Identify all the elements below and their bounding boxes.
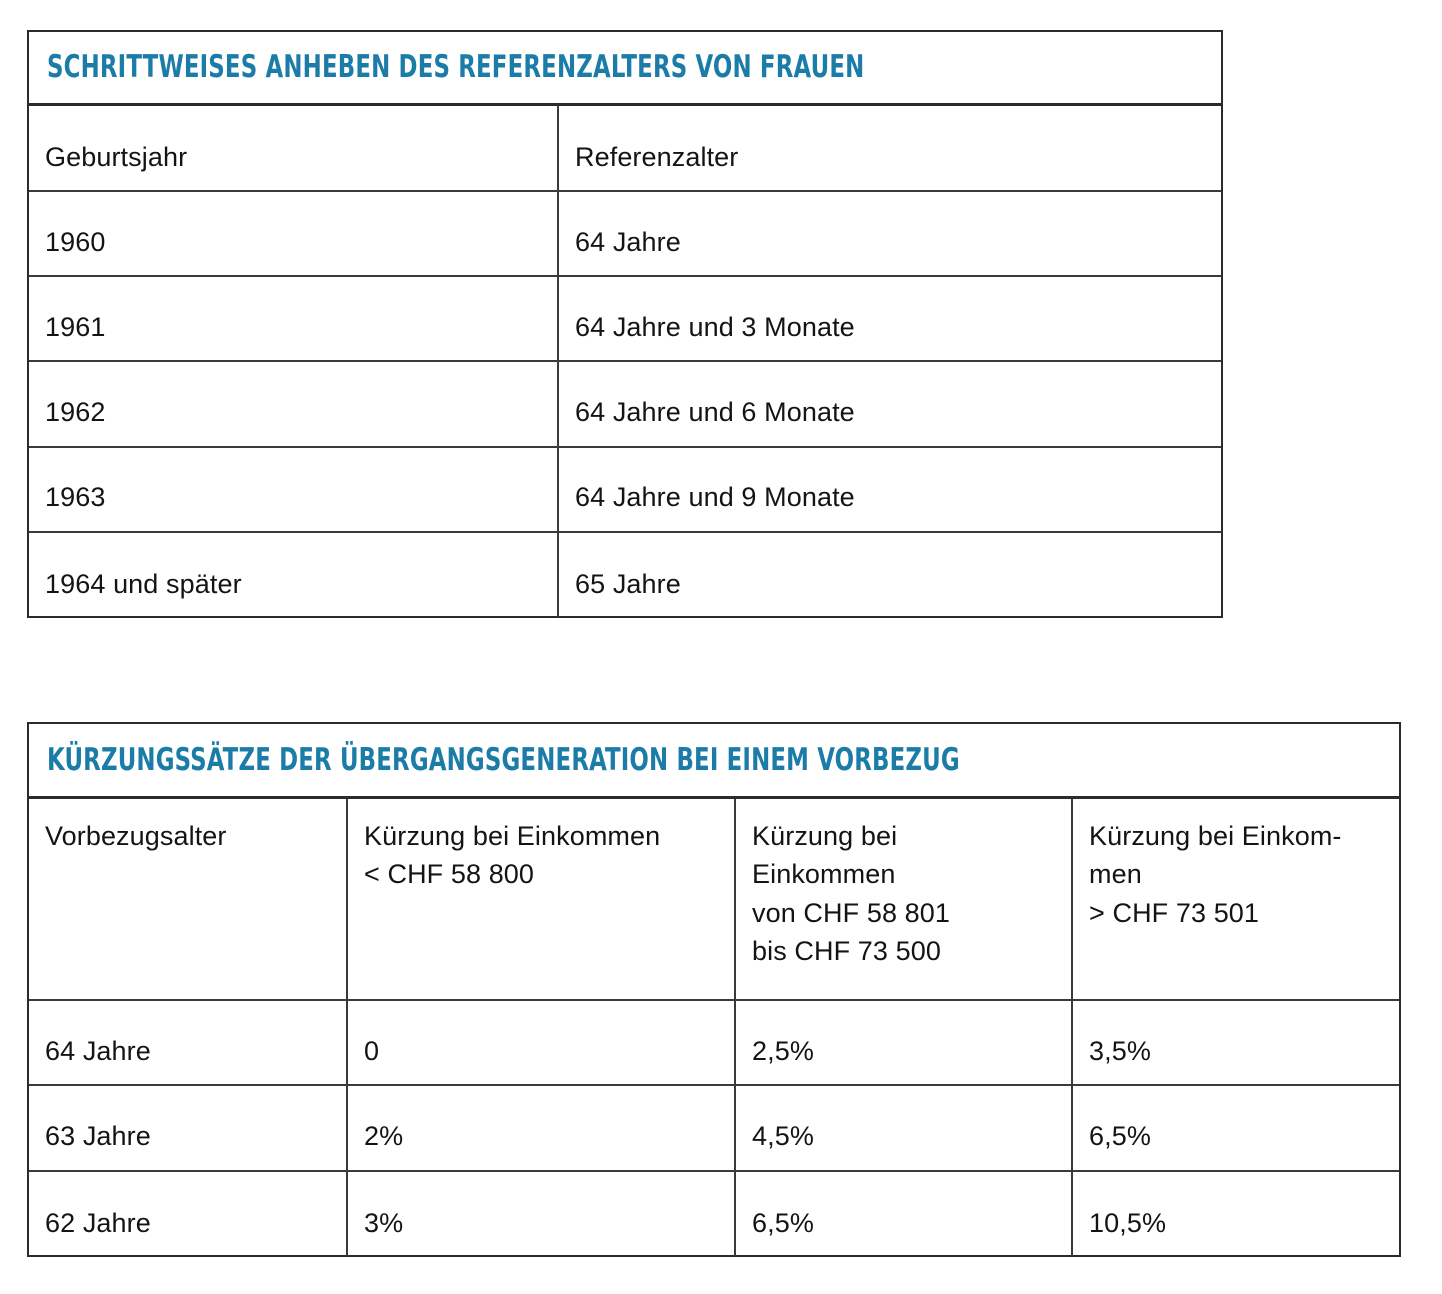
cell-referenzalter: 64 Jahre xyxy=(558,191,1221,276)
header-line: Vorbezugsalter xyxy=(45,821,227,851)
table-row xyxy=(29,1171,1399,1256)
column-header-kuerzung-ueber-73501 xyxy=(1072,799,1399,1000)
column-header-geburtsjahr: Geburtsjahr xyxy=(29,106,558,191)
cell-kuerzung-mid: 2,5% xyxy=(735,1000,1072,1085)
cell-kuerzung-high: 6,5% xyxy=(1072,1085,1399,1170)
table-row-header xyxy=(29,799,1399,1000)
header-line: Kürzung bei Einkom- xyxy=(1089,821,1342,851)
table-two-title-row xyxy=(29,724,1399,799)
table-one-title-row xyxy=(29,32,1221,106)
table-one-title: SCHRITTWEISES ANHEBEN DES REFERENZALTERS VON FRAUEN xyxy=(47,49,865,85)
cell-geburtsjahr: 1963 xyxy=(29,447,558,532)
table-row xyxy=(29,361,1221,446)
table-row xyxy=(29,1000,1399,1085)
cell-geburtsjahr: 1960 xyxy=(29,191,558,276)
cell-kuerzung-mid: 4,5% xyxy=(735,1085,1072,1170)
cell-kuerzung-low: 3% xyxy=(347,1171,735,1256)
table-row xyxy=(29,276,1221,361)
header-line: men xyxy=(1089,859,1142,890)
cell-referenzalter: 64 Jahre und 6 Monate xyxy=(558,361,1221,446)
column-header-kuerzung-unter-58800 xyxy=(347,799,735,1000)
column-header-kuerzung-58801-73500 xyxy=(735,799,1072,1000)
table-kuerzungssaetze xyxy=(27,722,1401,1257)
cell-vorbezugsalter: 63 Jahre xyxy=(29,1085,347,1170)
cell-referenzalter: 65 Jahre xyxy=(575,568,681,599)
table-row xyxy=(29,532,1221,617)
table-referenzalter xyxy=(27,30,1223,618)
header-line: Kürzung bei xyxy=(752,821,898,851)
cell-kuerzung-low: 2% xyxy=(347,1085,735,1170)
cell-referenzalter: 64 Jahre und 3 Monate xyxy=(558,276,1221,361)
header-line: < CHF 58 800 xyxy=(364,859,535,890)
cell-kuerzung-high: 10,5% xyxy=(1089,1207,1167,1238)
cell-referenzalter: 64 Jahre und 9 Monate xyxy=(558,447,1221,532)
header-line: von CHF 58 801 xyxy=(752,897,951,928)
table-two-title: KÜRZUNGSSÄTZE DER ÜBERGANGSGENERATION BEI EINEM VORBEZUG xyxy=(47,741,960,778)
cell-kuerzung-low: 0 xyxy=(347,1000,735,1085)
cell-vorbezugsalter: 64 Jahre xyxy=(29,1000,347,1085)
table-one-grid xyxy=(29,106,1221,617)
cell-geburtsjahr: 1962 xyxy=(29,361,558,446)
header-line: bis CHF 73 500 xyxy=(752,935,941,966)
table-row xyxy=(29,1085,1399,1170)
column-header-referenzalter: Referenzalter xyxy=(558,106,1221,191)
cell-kuerzung-high: 3,5% xyxy=(1072,1000,1399,1085)
table-two-grid xyxy=(29,799,1399,1256)
cell-geburtsjahr: 1964 und später xyxy=(29,532,558,617)
column-header-vorbezugsalter xyxy=(29,799,347,1000)
table-row xyxy=(29,447,1221,532)
header-line: Kürzung bei Einkommen xyxy=(364,821,661,851)
cell-kuerzung-mid: 6,5% xyxy=(735,1171,1072,1256)
cell-vorbezugsalter: 62 Jahre xyxy=(29,1171,347,1256)
table-row xyxy=(29,191,1221,276)
cell-geburtsjahr: 1961 xyxy=(29,276,558,361)
table-row-header xyxy=(29,106,1221,191)
header-line: Einkommen xyxy=(752,859,896,890)
header-line: > CHF 73 501 xyxy=(1089,897,1260,928)
